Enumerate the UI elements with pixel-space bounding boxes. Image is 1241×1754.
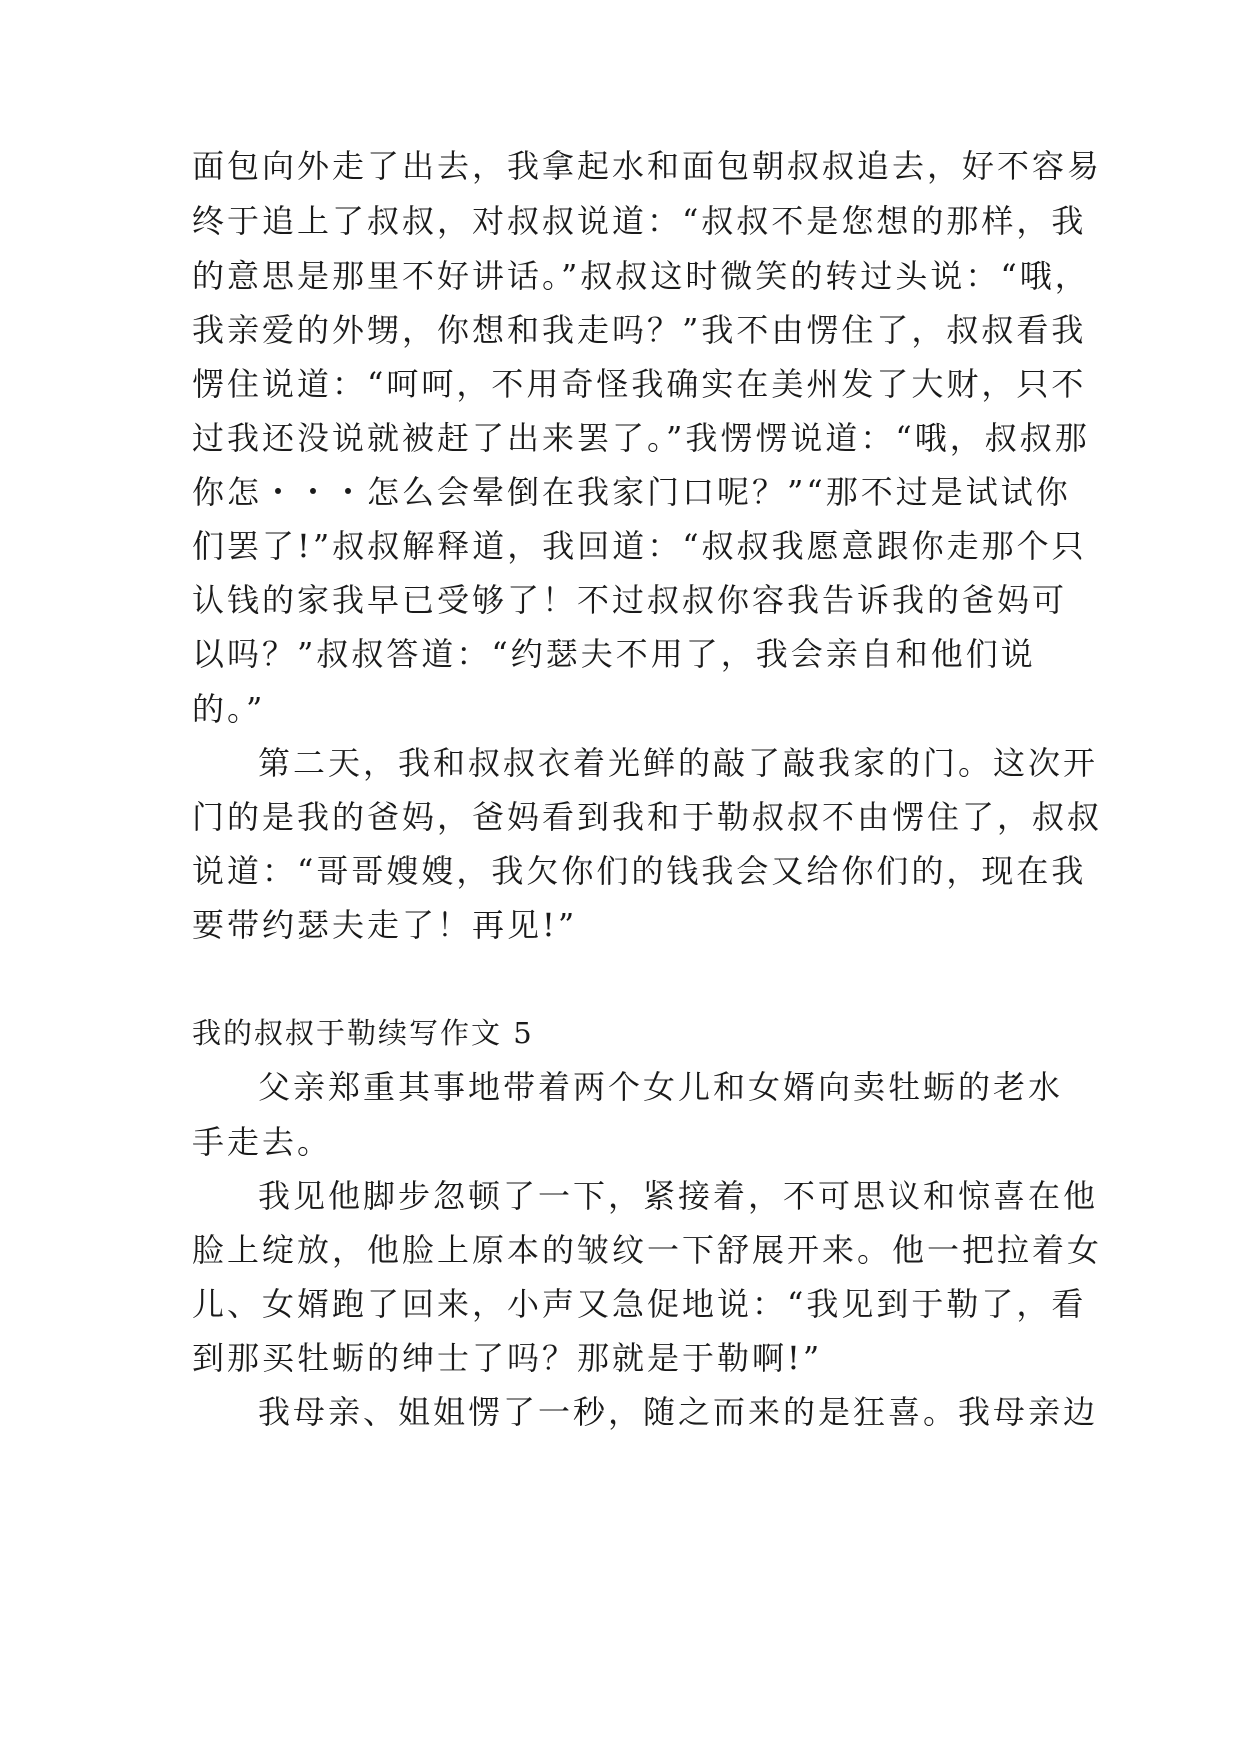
text-line: 儿、女婿跑了回来，小声又急促地说：“我见到于勒了，看 [192, 1285, 1087, 1323]
text-line: 面包向外走了出去，我拿起水和面包朝叔叔追去，好不容易 [192, 147, 1103, 185]
text-line: 愣住说道：“呵呵，不用奇怪我确实在美州发了大财，只不 [192, 365, 1087, 403]
text-line: 过我还没说就被赶了出来罢了。”我愣愣说道：“哦，叔叔那 [192, 419, 1090, 457]
text-line: 我亲爱的外甥，你想和我走吗？”我不由愣住了，叔叔看我 [192, 311, 1087, 349]
text-line: 们罢了!”叔叔解释道，我回道：“叔叔我愿意跟你走那个只 [192, 527, 1087, 565]
text-line: 我见他脚步忽顿了一下，紧接着，不可思议和惊喜在他 [258, 1177, 1099, 1215]
text-line: 认钱的家我早已受够了！不过叔叔你容我告诉我的爸妈可 [192, 581, 1068, 619]
section-title: 我的叔叔于勒续写作文 5 [192, 1016, 534, 1050]
text-line: 你怎・・・怎么会晕倒在我家门口呢？”“那不过是试试你 [192, 473, 1071, 511]
text-line: 到那买牡蛎的绅士了吗？那就是于勒啊!” [192, 1339, 823, 1377]
text-line: 脸上绽放，他脸上原本的皱纹一下舒展开来。他一把拉着女 [192, 1231, 1103, 1269]
text-line: 第二天，我和叔叔衣着光鲜的敲了敲我家的门。这次开 [258, 744, 1099, 782]
text-line: 父亲郑重其事地带着两个女儿和女婿向卖牡蛎的老水 [258, 1068, 1064, 1106]
text-line: 以吗？”叔叔答道：“约瑟夫不用了，我会亲自和他们说 [192, 635, 1036, 673]
text-line: 的意思是那里不好讲话。”叔叔这时微笑的转过头说：“哦， [192, 257, 1090, 295]
text-line: 终于追上了叔叔，对叔叔说道：“叔叔不是您想的那样，我 [192, 202, 1087, 240]
text-line: 说道：“哥哥嫂嫂，我欠你们的钱我会又给你们的，现在我 [192, 852, 1087, 890]
text-line: 的。” [192, 690, 266, 728]
text-line: 门的是我的爸妈，爸妈看到我和于勒叔叔不由愣住了，叔叔 [192, 798, 1103, 836]
text-line: 我母亲、姐姐愣了一秒，随之而来的是狂喜。我母亲边 [258, 1393, 1099, 1431]
text-line: 要带约瑟夫走了！再见!” [192, 906, 578, 944]
text-line: 手走去。 [192, 1123, 333, 1161]
